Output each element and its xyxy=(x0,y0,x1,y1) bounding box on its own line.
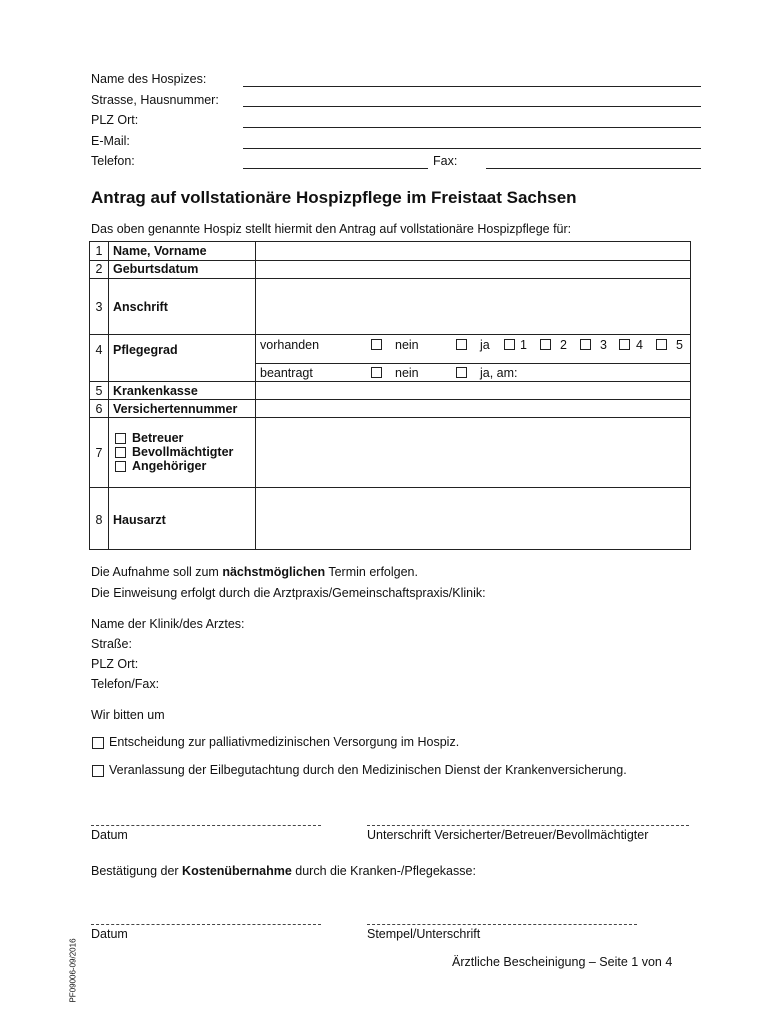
fax-label: Fax: xyxy=(433,154,458,168)
row-label-birthdate: Geburtsdatum xyxy=(113,262,199,276)
row-number: 2 xyxy=(95,262,103,276)
row-divider xyxy=(90,334,690,335)
urgent-assessment-label: Veranlassung der Eilbegutachtung durch den Medizinischen Dienst der Krankenversicherung. xyxy=(109,763,627,777)
row-label-name: Name, Vorname xyxy=(113,244,207,258)
page-footer: Ärztliche Bescheinigung – Seite 1 von 4 xyxy=(452,955,673,969)
patient-data-table xyxy=(89,241,691,550)
requested-no-checkbox[interactable] xyxy=(371,367,382,378)
level-3-label: 3 xyxy=(600,338,607,352)
date-label-1: Datum xyxy=(91,828,128,842)
num-column-divider xyxy=(108,242,109,549)
guardian-label: Betreuer xyxy=(132,431,184,445)
signature-line-2[interactable] xyxy=(367,924,637,925)
row-label-care-level: Pflegegrad xyxy=(113,343,178,357)
page-title: Antrag auf vollstationäre Hospizpflege im Freistaat Sachsen xyxy=(91,188,577,207)
intro-text: Das oben genannte Hospiz stellt hiermit den Antrag auf vollstationäre Hospizpflege für: xyxy=(91,222,572,236)
plz-line[interactable] xyxy=(243,127,701,128)
row-label-health-insurance: Krankenkasse xyxy=(113,384,198,398)
confirmation-bold: Kostenübernahme xyxy=(182,864,292,878)
row-divider xyxy=(90,487,690,488)
row-number: 4 xyxy=(95,343,103,357)
palliative-decision-label: Entscheidung zur palliativmedizinischen Versorgung im Hospiz. xyxy=(109,735,460,749)
date-line-1[interactable] xyxy=(91,825,321,826)
authorized-person-checkbox[interactable] xyxy=(115,447,126,458)
level-4-checkbox[interactable] xyxy=(619,339,630,350)
plz-label: PLZ Ort: xyxy=(91,113,139,127)
row-label-insurance-number: Versichertennummer xyxy=(113,402,238,416)
row-divider xyxy=(90,278,690,279)
request-label: Wir bitten um xyxy=(91,708,165,722)
admission-bold: nächstmöglichen xyxy=(222,565,326,579)
relative-label: Angehöriger xyxy=(132,459,207,473)
signature-label-2: Stempel/Unterschrift xyxy=(367,927,481,941)
care-level-existing-label: vorhanden xyxy=(260,338,320,352)
street-label: Strasse, Hausnummer: xyxy=(91,93,219,107)
level-5-label: 5 xyxy=(676,338,683,352)
street-line[interactable] xyxy=(243,106,701,107)
row-number: 6 xyxy=(95,402,103,416)
label-column-divider xyxy=(255,242,256,549)
signature-line-1[interactable] xyxy=(367,825,689,826)
level-1-label: 1 xyxy=(520,338,527,352)
phone-line[interactable] xyxy=(243,168,428,169)
requested-yes-checkbox[interactable] xyxy=(456,367,467,378)
admission-text xyxy=(91,565,418,579)
row-divider xyxy=(90,260,690,261)
confirmation-suffix: durch die Kranken-/Pflegekasse: xyxy=(291,864,476,878)
row-number: 3 xyxy=(95,300,103,314)
authorized-person-label: Bevollmächtigter xyxy=(132,445,234,459)
requested-yes-label: ja, am: xyxy=(480,366,518,380)
requested-no-label: nein xyxy=(395,366,419,380)
existing-no-label: nein xyxy=(395,338,419,352)
admission-prefix: Die Aufnahme soll zum xyxy=(91,565,223,579)
palliative-decision-checkbox[interactable] xyxy=(92,737,104,749)
fax-line[interactable] xyxy=(486,168,701,169)
row-number: 5 xyxy=(95,384,103,398)
guardian-checkbox[interactable] xyxy=(115,433,126,444)
existing-no-checkbox[interactable] xyxy=(371,339,382,350)
level-2-checkbox[interactable] xyxy=(540,339,551,350)
row-divider xyxy=(90,381,690,382)
row-divider xyxy=(255,363,690,364)
admission-suffix: Termin erfolgen. xyxy=(325,565,418,579)
row-label-family-doctor: Hausarzt xyxy=(113,513,166,527)
clinic-street-label: Straße: xyxy=(91,637,132,651)
phone-label: Telefon: xyxy=(91,154,135,168)
existing-yes-checkbox[interactable] xyxy=(456,339,467,350)
email-label: E-Mail: xyxy=(91,134,130,148)
hospice-name-label: Name des Hospizes: xyxy=(91,72,207,86)
existing-yes-label: ja xyxy=(480,338,490,352)
signature-label-1: Unterschrift Versicherter/Betreuer/Bevollmächtigter xyxy=(367,828,649,842)
urgent-assessment-checkbox[interactable] xyxy=(92,765,104,777)
email-line[interactable] xyxy=(243,148,701,149)
row-number: 8 xyxy=(95,513,103,527)
level-4-label: 4 xyxy=(636,338,643,352)
level-5-checkbox[interactable] xyxy=(656,339,667,350)
relative-checkbox[interactable] xyxy=(115,461,126,472)
clinic-phone-label: Telefon/Fax: xyxy=(91,677,160,691)
confirmation-text xyxy=(91,864,476,878)
clinic-plz-label: PLZ Ort: xyxy=(91,657,139,671)
referral-text: Die Einweisung erfolgt durch die Arztpraxis/Gemeinschaftspraxis/Klinik: xyxy=(91,586,486,600)
clinic-name-label: Name der Klinik/des Arztes: xyxy=(91,617,245,631)
date-line-2[interactable] xyxy=(91,924,321,925)
row-divider xyxy=(90,399,690,400)
level-2-label: 2 xyxy=(560,338,567,352)
confirmation-prefix: Bestätigung der xyxy=(91,864,183,878)
date-label-2: Datum xyxy=(91,927,128,941)
care-level-requested-label: beantragt xyxy=(260,366,313,380)
level-1-checkbox[interactable] xyxy=(504,339,515,350)
level-3-checkbox[interactable] xyxy=(580,339,591,350)
hospice-name-line[interactable] xyxy=(243,86,701,87)
row-divider xyxy=(90,417,690,418)
row-label-address: Anschrift xyxy=(113,300,168,314)
form-code: PF09006-09/2016 xyxy=(68,938,78,1003)
row-number: 1 xyxy=(95,244,103,258)
row-number: 7 xyxy=(95,446,103,460)
